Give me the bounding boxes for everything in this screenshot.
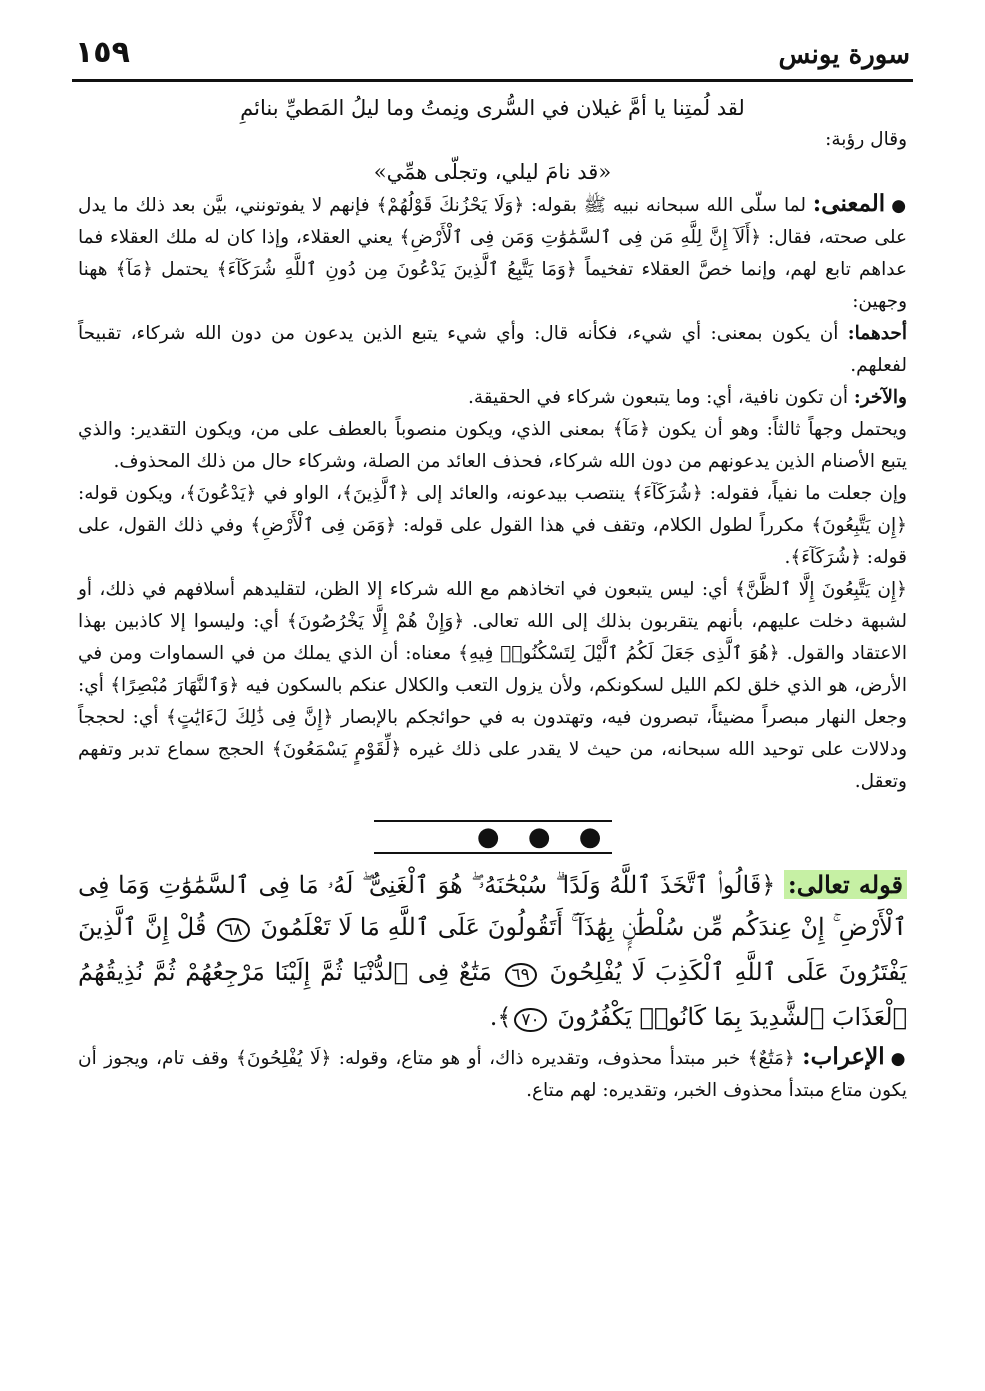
other-meaning [78,382,907,414]
first-meaning-text: أن يكون بمعنى: أي شيء، فكأنه قال: وأي شيء يتبع الذين يدعون من دون الله شركاء، تقبيحاً لفعلهم. [78,323,907,376]
page-body [78,92,907,1107]
zann-paragraph: ﴿إِن يَتَّبِعُونَ إِلَّا ٱلظَّنَّ﴾ أي: ليس يتبعون في اتخاذهم مع الله شركاء إلا الظن، لتقليدهم أسلافهم في ذلك، أو لشبهة دخلت عليهم، بأنهم يتقربون بذلك إلى الله تعالى. ﴿وَإِنْ هُمْ إِلَّا يَخْرُصُونَ﴾ أي: وليسوا إلا كاذبين بهذا الاعتقاد والقول. ﴿هُوَ ٱلَّذِى جَعَلَ لَكُمُ ٱلَّيْلَ لِتَسْكُنُوا۟ فِيهِ﴾ معناه: أن الذي يملك من في السماوات ومن في الأرض، هو الذي خلق لكم الليل لسكونكم، ولأن يزول التعب والكلال عنكم بالسكون فيه ﴿وَٱلنَّهَارَ مُبْصِرًا﴾ أي: وجعل النهار مبصراً مضيئاً، تبصرون فيه، وتهتدون به في حوائجكم بالإبصار ﴿إِنَّ فِى ذَٰلِكَ لَءَايَٰتٍ﴾ أي: لحججاً ودلالات على توحيد الله سبحانه، من حيث لا يقدر على ذلك غيره ﴿لِّقَوْمٍ يَسْمَعُونَ﴾ الحجج سماع تدبر وتفهم وتعقل. [78,579,907,792]
maana-heading: المعنى: [812,190,886,217]
verse-text-1: ﴿قَالُوا۟ ٱتَّخَذَ ٱللَّهُ وَلَدًا ۗ سُبْحَٰنَهُۥ ۖ هُوَ ٱلْغَنِىُّ ۖ لَهُۥ مَا فِى ٱلسَّمَٰوَٰتِ وَمَا فِى ٱلْأَرْضِ ۚ إِنْ عِندَكُم مِّن سُلْطَٰنٍۭ بِهَٰذَآ ۚ أَتَقُولُونَ عَلَى ٱللَّهِ مَا لَا تَعْلَمُونَ [78,871,908,941]
surah-title: سورة يونس [778,40,910,70]
quran-verse-block [78,864,907,1041]
maana-paragraph [78,188,907,318]
verse-text-3: مَتَٰعٌ فِى ٱلدُّنْيَا ثُمَّ إِلَيْنَا مَرْجِعُهُمْ ثُمَّ نُذِيقُهُمُ ٱلْعَذَابَ ٱلشَّدِيدَ بِمَا كَانُوا۟ يَكْفُرُونَ [78,958,907,1031]
section-separator [374,820,612,854]
bullet-icon: ● [890,1049,908,1069]
third-meaning-paragraph: ويحتمل وجهاً ثالثاً: وهو أن يكون ﴿مَآ﴾ بمعنى الذي، ويكون منصوباً بالعطف على من، ويكون التقدير: والذي يتبع الأصنام الذين يدعونهم من دون الله شركاء، فحذف العائد من الصلة، وشركاء حال من ذلك المحذوف. [78,419,907,472]
maana-text: لما سلّى الله سبحانه نبيه ﷺ بقوله: ﴿وَلَا يَحْزُنكَ قَوْلُهُمْ﴾ فإنهم لا يفوتونني، بيَّن بعد ذلك ما يدل على صحته، فقال: ﴿أَلَآ إِنَّ لِلَّهِ مَن فِى ٱلسَّمَٰوَٰتِ وَمَن فِى ٱلْأَرْضِ﴾ يعني العقلاء، وإذا كان له ملك العقلاء فما عداهم تابع لهم، وإنما خصَّ العقلاء تفخيماً ﴿وَمَا يَتَّبِعُ ٱلَّذِينَ يَدْعُونَ مِن دُونِ ٱللَّهِ شُرَكَآءَ﴾ يحتمل ﴿مَآ﴾ ههنا وجهين: [78,195,907,312]
poetry-line-2: «قد نامَ ليلي، وتجلّى همِّي» [373,160,612,184]
other-meaning-label: والآخر: [853,387,907,408]
first-meaning [78,318,907,382]
page-header [75,30,910,70]
ayah-number-69: ٦٩ [505,963,537,987]
page-number: ١٥٩ [75,35,130,70]
first-meaning-label: أحدهما: [847,323,907,344]
irab-text: ﴿مَتَٰعٌ﴾ خبر مبتدأ محذوف، وتقديره ذاك، أو هو متاع، وقوله: ﴿لَا يُفْلِحُونَ﴾ وقف تام، ويجوز أن يكون متاع مبتدأ محذوف الخبر، وتقديره: لهم متاع. [78,1048,907,1101]
verse-close: ﴾. [489,1003,512,1031]
poetry-line: لقد لُمتِنا يا أمَّ غيلان في السُّرى ونِمتُ وما ليلُ المَطيِّ بنائمِ [240,96,745,120]
qawl-label: قوله تعالى: [784,870,907,899]
poetry-intro: وقال رؤبة: [825,129,907,150]
ayah-number-68: ٦٨ [217,918,249,942]
header-divider [72,79,913,82]
irab-paragraph [78,1041,907,1107]
nafy-paragraph: وإن جعلت ما نفياً، فقوله: ﴿شُرَكَآءَ﴾ ينتصب بيدعونه، والعائد إلى ﴿ٱلَّذِينَ﴾، الواو في ﴿يَدْعُونَ﴾، ويكون قوله: ﴿إِن يَتَّبِعُونَ﴾ مكرراً لطول الكلام، وتقف في هذا القول على قوله: ﴿وَمَن فِى ٱلْأَرْضِ﴾ وفي ذلك القول، على قوله: ﴿شُرَكَآءَ﴾. [78,483,907,568]
separator-line-bottom [374,852,612,854]
verse-text-2: قُلْ إِنَّ ٱلَّذِينَ يَفْتَرُونَ عَلَى ٱللَّهِ ٱلْكَذِبَ لَا يُفْلِحُونَ [78,913,907,986]
other-meaning-text: أن تكون نافية، أي: وما يتبعون شركاء في الحقيقة. [467,387,848,408]
separator-dots: ● ● ● [476,822,612,852]
ayah-number-70: ٧٠ [514,1008,546,1032]
irab-heading: الإعراب: [802,1043,885,1070]
bullet-icon: ● [891,196,907,216]
